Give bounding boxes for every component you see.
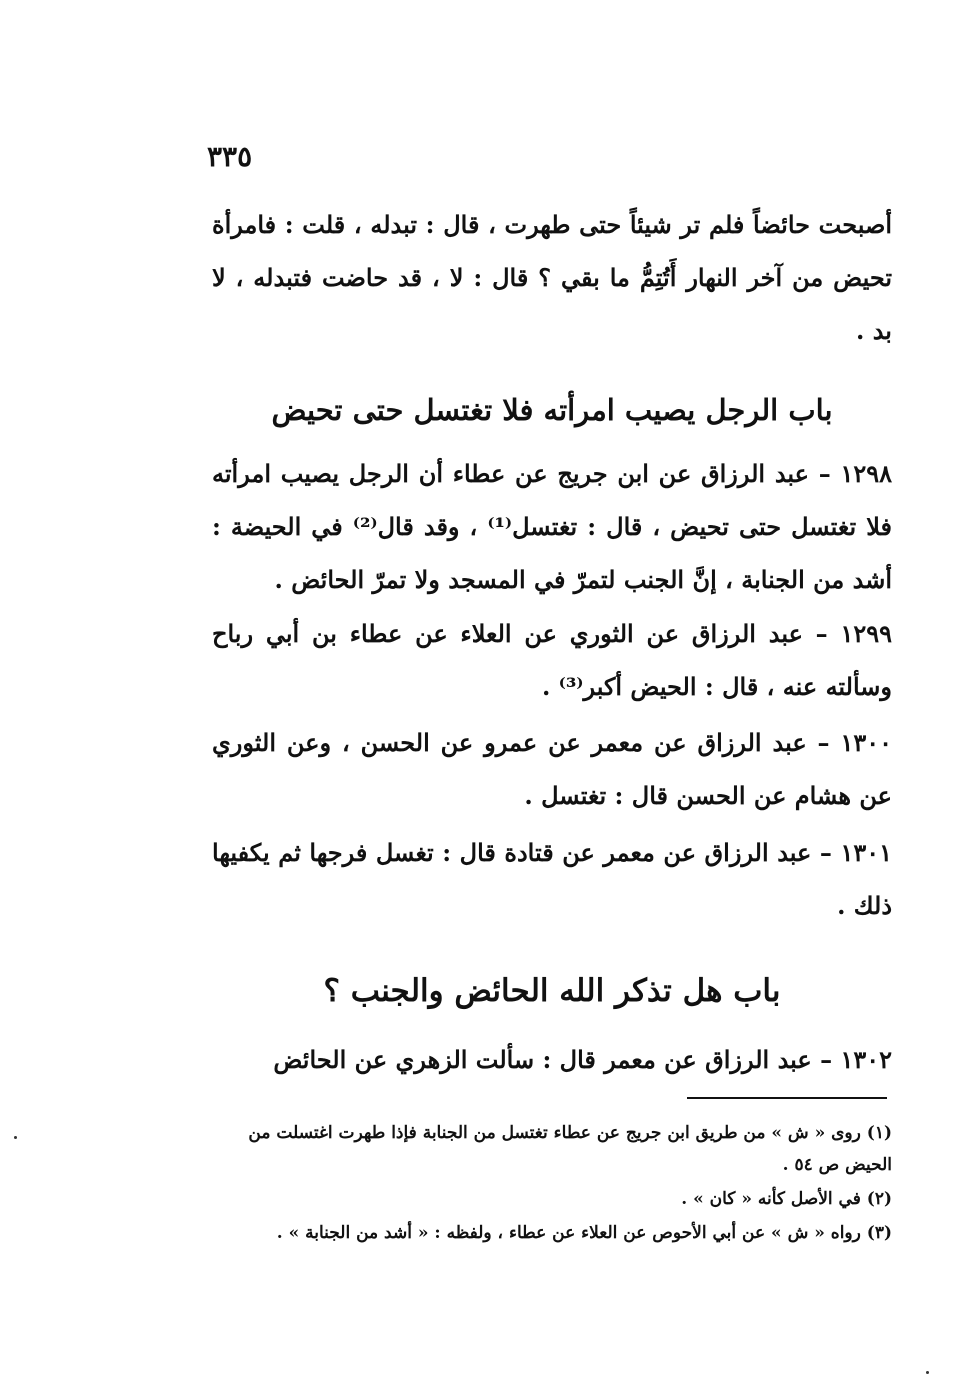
page-number: ٣٣٥ [207, 140, 253, 173]
footnote-divider [687, 1097, 887, 1099]
hadith-1302: ١٣٠٢ – عبد الرزاق عن معمر قال : سألت الزهري عن الحائض [273, 1045, 892, 1074]
scan-speck [14, 1136, 17, 1139]
scan-speck [926, 1371, 929, 1374]
hadith-1300: ١٣٠٠ – عبد الرزاق عن معمر عن عمرو عن الحسن ، وعن الثوري عن هشام عن الحسن قال : تغتسل . [212, 728, 892, 810]
chapter-heading-2: باب هل تذكر الله الحائض والجنب ؟ [323, 973, 781, 1009]
hadith-1299: ١٢٩٩ – عبد الرزاق عن الثوري عن العلاء عن عطاء بن أبي رباح وسألته عنه ، قال : الحيض أكبر⁽³⁾ . [212, 619, 892, 701]
paragraph-continuation: أصبحت حائضاً فلم تر شيئاً حتى طهرت ، قال : تبدله ، قلت : فامرأة تحيض من آخر النهار أَتُتِمُّ ما بقي ؟ قال : لا ، قد حاضت فتبدله ، لا بد . [212, 210, 892, 345]
hadith-1301: ١٣٠١ – عبد الرزاق عن معمر عن قتادة قال : تغسل فرجها ثم يكفيها ذلك . [212, 838, 892, 920]
footnotes-section [212, 1117, 892, 1251]
footnote-2: (٢) في الأصل كأنه « كان » . [681, 1189, 892, 1209]
footnote-1: (١) روى « ش » من طريق ابن جريج عن عطاء تغتسل من الجنابة فإذا طهرت اغتسلت من الحيض ص ٥٤ . [248, 1123, 892, 1175]
chapter-heading-1: باب الرجل يصيب امرأته فلا تغتسل حتى تحيض [271, 393, 833, 427]
hadith-1298: ١٢٩٨ – عبد الرزاق عن ابن جريج عن عطاء أن الرجل يصيب امرأته فلا تغتسل حتى تحيض ، قال : تغتسل⁽¹⁾ ، وقد قال⁽²⁾ في الحيضة : أشد من الجنابة ، إنَّ الجنب لتمرّ في المسجد ولا تمرّ الحائض . [212, 459, 892, 594]
footnote-3: (٣) رواه « ش » عن أبي الأحوص عن العلاء عن عطاء ، ولفظه : « أشد من الجنابة » . [276, 1223, 892, 1243]
